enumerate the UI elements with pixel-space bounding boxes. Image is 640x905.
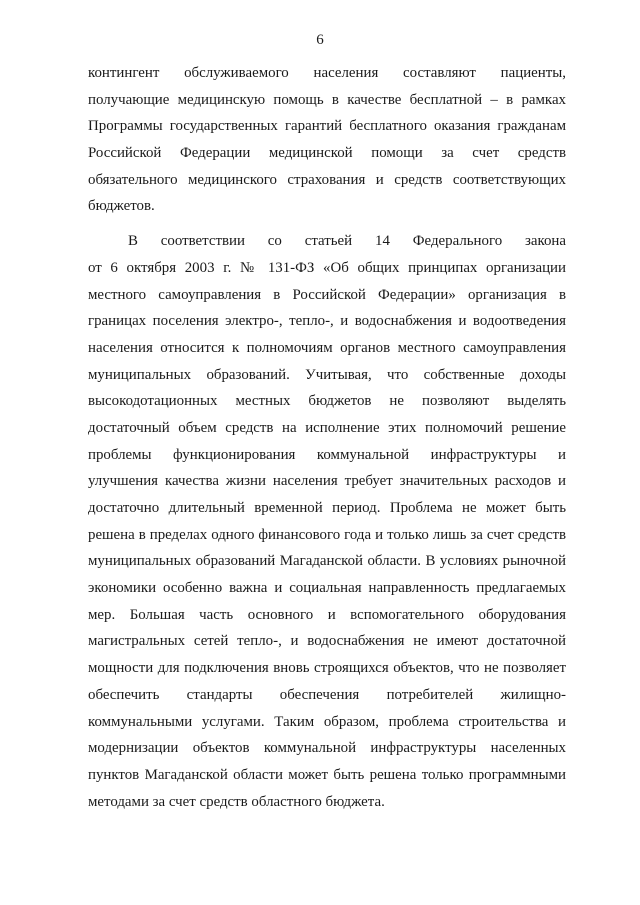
text-line: достаточный объем средств на исполнение этих полномочий решение — [88, 419, 566, 436]
text-line: В соответствии со статьей 14 Федерального закона — [128, 233, 566, 250]
text-line: улучшения качества жизни населения требует значительных расходов и — [88, 473, 566, 490]
text-line: бюджетов. — [88, 198, 155, 215]
text-line: контингент обслуживаемого населения составляют пациенты, — [88, 65, 566, 81]
text-line: от 6 октября 2003 г. № 131-ФЗ «Об общих принципах организации — [88, 259, 566, 276]
text-line: обеспечить стандарты обеспечения потребителей жилищно- — [88, 686, 566, 703]
text-line: коммунальными услугами. Таким образом, проблема строительства и — [88, 713, 566, 730]
text-line: модернизации объектов коммунальной инфраструктуры населенных — [88, 740, 566, 757]
document-body — [88, 60, 566, 815]
text-line: получающие медицинскую помощь в качестве бесплатной – в рамках — [88, 91, 566, 108]
text-line: пунктов Магаданской области может быть решена только программными — [88, 766, 566, 783]
text-line: экономики особенно важна и социальная направленность предлагаемых — [88, 580, 566, 597]
text-line: методами за счет средств областного бюджета. — [88, 793, 385, 810]
text-line: достаточно длительный временной период. Проблема не может быть — [88, 500, 566, 516]
text-line: населения относится к полномочиям органов местного самоуправления — [88, 339, 566, 356]
text-line: Российской Федерации медицинской помощи за счет средств — [88, 145, 566, 162]
text-line: решена в пределах одного финансового года и только лишь за счет средств — [88, 526, 566, 543]
paragraph-2 — [88, 228, 566, 815]
text-line: мощности для подключения вновь строящихся объектов, что не позволяет — [88, 660, 566, 677]
text-line: магистральных сетей тепло-, и водоснабжения не имеют достаточной — [88, 633, 566, 650]
text-line: местного самоуправления в Российской Федерации» организация в — [88, 286, 566, 303]
text-line: проблемы функционирования коммунальной инфраструктуры и — [88, 446, 566, 463]
paragraph-1 — [88, 60, 566, 220]
page-number: 6 — [316, 32, 324, 48]
text-line: границах поселения электро-, тепло-, и водоснабжения и водоотведения — [88, 313, 566, 330]
text-line: муниципальных образований. Учитывая, что собственные доходы — [88, 366, 566, 383]
text-line: муниципальных образований Магаданской области. В условиях рыночной — [88, 553, 566, 570]
text-line: Программы государственных гарантий бесплатного оказания гражданам — [88, 118, 566, 135]
text-line: высокодотационных местных бюджетов не позволяют выделять — [88, 393, 566, 410]
text-line: мер. Большая часть основного и вспомогательного оборудования — [88, 606, 566, 623]
text-line: обязательного медицинского страхования и средств соответствующих — [88, 171, 566, 188]
